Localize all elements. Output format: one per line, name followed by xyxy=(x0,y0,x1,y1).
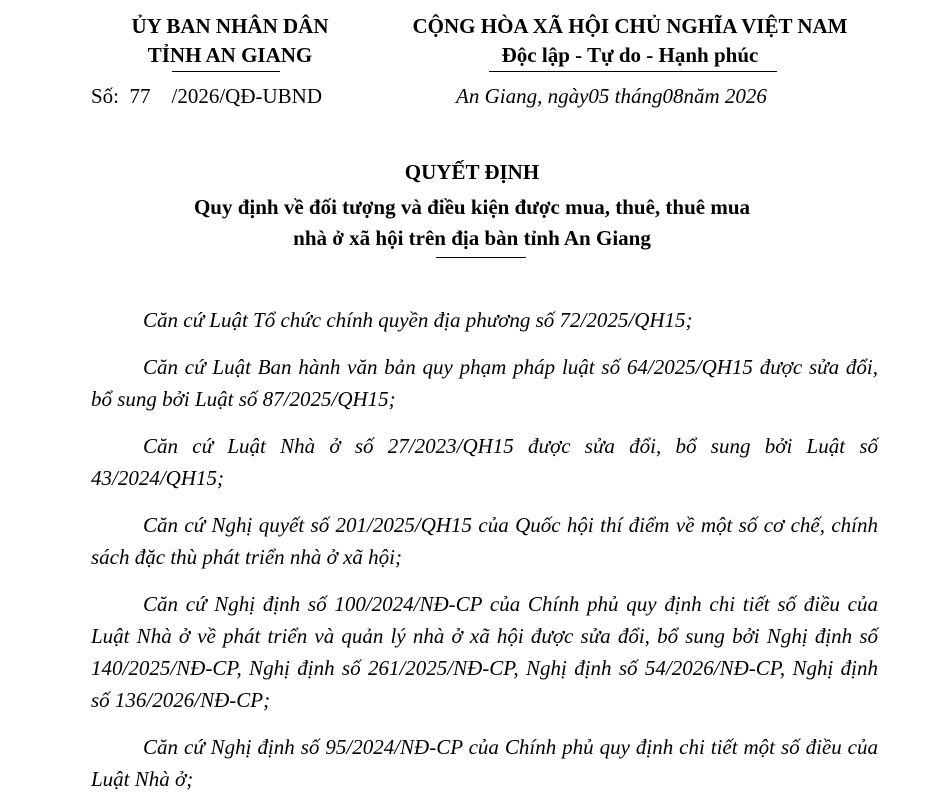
agency-underline xyxy=(172,71,280,72)
title-underline xyxy=(436,257,526,258)
national-motto-block xyxy=(372,12,888,70)
agency-name-line2: TỈNH AN GIANG xyxy=(147,43,313,67)
place-and-date: An Giang, ngày05 tháng08năm 2026 xyxy=(456,84,767,108)
national-motto: Độc lập - Tự do - Hạnh phúc xyxy=(501,43,759,67)
legal-basis-paragraph: Căn cứ Nghị quyết số 201/2025/QH15 của Quốc hội thí điểm về một số cơ chế, chính sách đặc thù phát triển nhà ở xã hội; xyxy=(91,513,878,569)
issuing-agency-block xyxy=(80,12,380,70)
legal-basis-paragraph: Căn cứ Nghị định số 100/2024/NĐ-CP của Chính phủ quy định chi tiết số điều của Luật Nhà ở về phát triển và quản lý nhà ở xã hội được sửa đổi, bổ sung bởi Nghị định số 140/2025/NĐ-CP, Nghị định số 261/2025/NĐ-CP, Nghị định số 54/2026/NĐ-CP, Nghị định số 136/2026/NĐ-CP; xyxy=(91,592,878,712)
subject-line-2: nhà ở xã hội trên địa bàn tỉnh An Giang xyxy=(293,226,651,250)
legal-basis-paragraph: Căn cứ Luật Tổ chức chính quyền địa phương số 72/2025/QH15; xyxy=(143,308,693,332)
legal-bases-section xyxy=(91,304,878,810)
subject-line-1: Quy định về đối tượng và điều kiện được mua, thuê, thuê mua xyxy=(193,195,751,219)
motto-underline xyxy=(489,71,777,72)
legal-basis-paragraph: Căn cứ Nghị định số 95/2024/NĐ-CP của Chính phủ quy định chi tiết một số điều của Luật Nhà ở; xyxy=(91,735,878,791)
nation-name: CỘNG HÒA XÃ HỘI CHỦ NGHĨA VIỆT NAM xyxy=(412,14,848,38)
agency-name-line1: ỦY BAN NHÂN DÂN xyxy=(131,14,329,38)
document-number: Số: 77 /2026/QĐ-UBND xyxy=(91,84,323,108)
legal-basis-paragraph: Căn cứ Luật Nhà ở số 27/2023/QH15 được sửa đổi, bổ sung bởi Luật số 43/2024/QH15; xyxy=(91,434,878,490)
legal-basis-paragraph: Căn cứ Luật Ban hành văn bản quy phạm pháp luật số 64/2025/QH15 được sửa đổi, bổ sung bởi Luật số 87/2025/QH15; xyxy=(91,355,878,411)
document-subject xyxy=(120,192,824,254)
document-type-title: QUYẾT ĐỊNH xyxy=(404,160,540,184)
